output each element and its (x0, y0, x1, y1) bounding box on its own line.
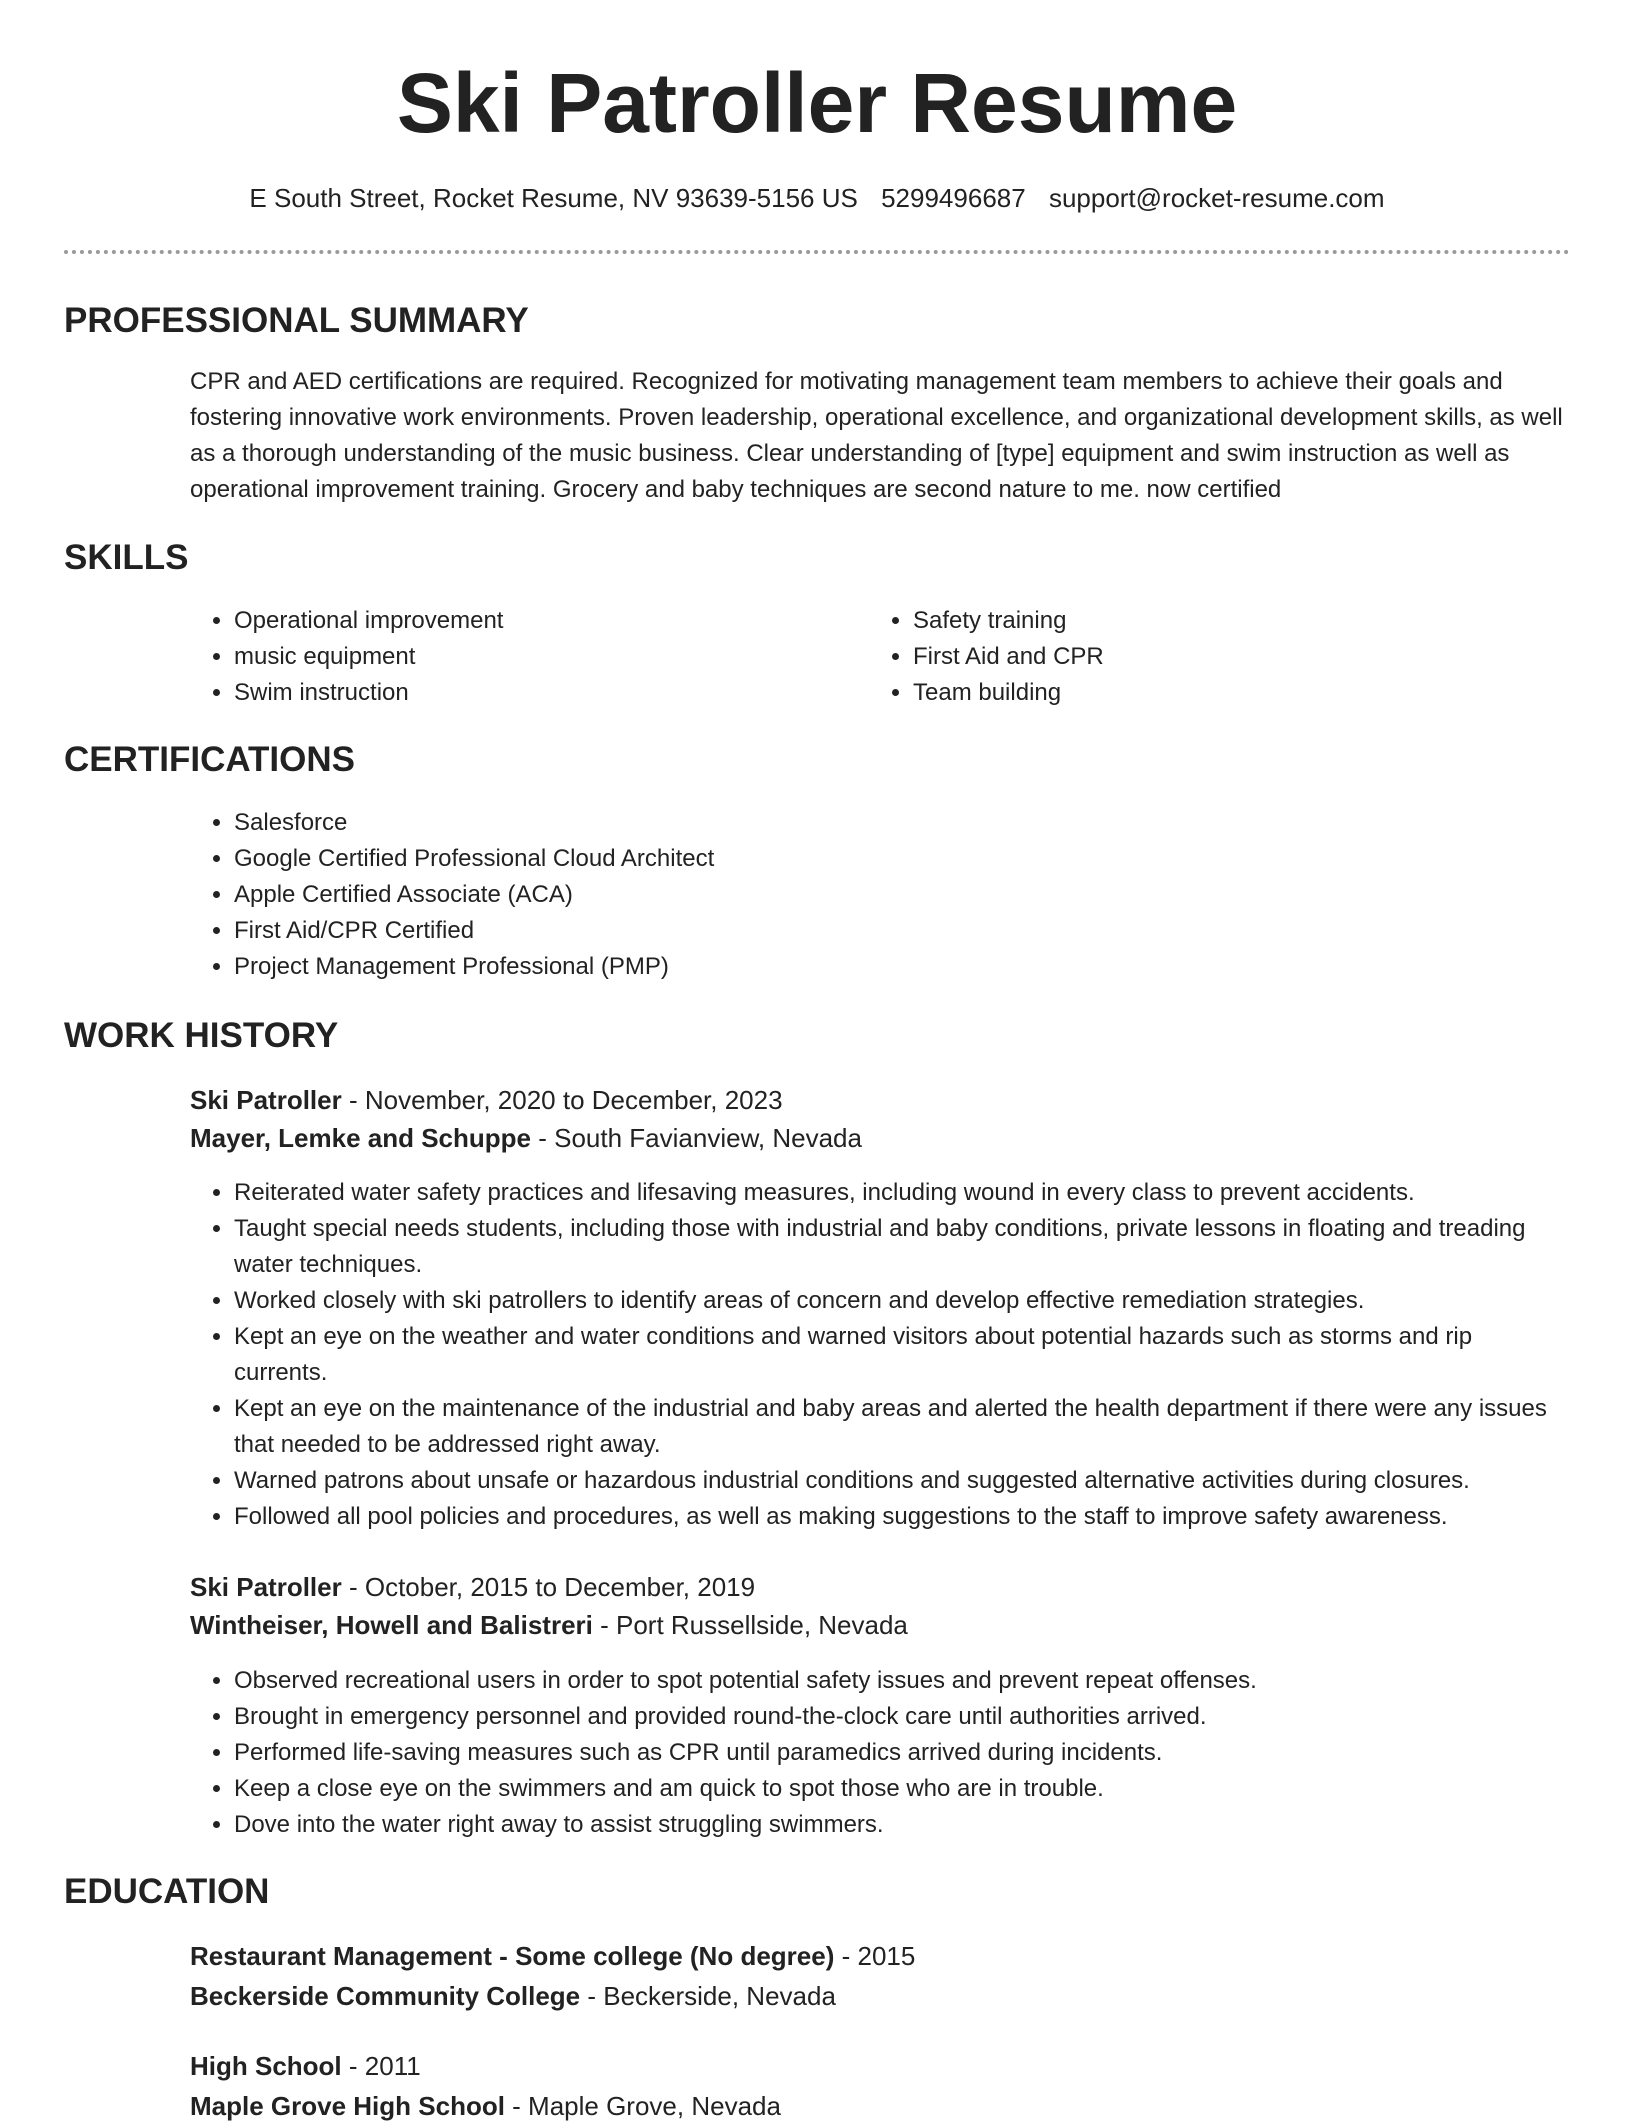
summary-heading: PROFESSIONAL SUMMARY (64, 301, 529, 340)
job-bullet: • Performed life-saving measures such as CPR until paramedics arrived during incidents. (234, 1735, 1570, 1771)
job-bullets (190, 1663, 1570, 1843)
skill-item: • Operational improvement (234, 603, 854, 639)
education-year: - 2011 (341, 2051, 421, 2081)
education-school: Beckerside Community College (190, 1981, 581, 2011)
certifications-list (190, 805, 1570, 985)
education-school: Maple Grove High School (190, 2091, 505, 2121)
certification-item: • Project Management Professional (PMP) (234, 949, 1570, 985)
skills-list-right (869, 603, 1533, 711)
certification-item: • Salesforce (234, 805, 1570, 841)
skill-item: • First Aid and CPR (913, 639, 1533, 675)
job-bullet: • Taught special needs students, including those with industrial and baby conditions, private lessons in floating and treading water techniques. (234, 1211, 1570, 1283)
skill-item: • music equipment (234, 639, 854, 675)
certification-item: • Google Certified Professional Cloud Architect (234, 841, 1570, 877)
job-bullet: • Kept an eye on the maintenance of the industrial and baby areas and alerted the health department if there were any issues that needed to be addressed right away. (234, 1391, 1570, 1463)
skills-heading: SKILLS (64, 538, 189, 577)
skills-list-left (190, 603, 854, 711)
job-bullets (190, 1175, 1570, 1535)
job-title: Ski Patroller (190, 1085, 342, 1115)
contact-email: support@rocket-resume.com (1048, 183, 1385, 213)
job-bullet: • Followed all pool policies and procedures, as well as making suggestions to the staff to improve safety awareness. (234, 1499, 1570, 1535)
job-bullet: • Worked closely with ski patrollers to identify areas of concern and develop effective remediation strategies. (234, 1283, 1570, 1319)
job-bullet: • Observed recreational users in order to spot potential safety issues and prevent repeat offenses. (234, 1663, 1570, 1699)
contact-address: E South Street, Rocket Resume, NV 93639-5156 US (249, 183, 858, 213)
contact-line (64, 178, 1570, 218)
certification-item: • First Aid/CPR Certified (234, 913, 1570, 949)
summary-text: CPR and AED certifications are required. Recognized for motivating management team members to achieve their goals and fostering innovative work environments. Proven leadership, operational excellence, and organizational development skills, as well as a thorough understanding of the music business. Clear understanding of [type] equipment and swim instruction as well as operational improvement training. Grocery and baby techniques are second nature to me. now certified (190, 368, 1563, 503)
job-bullet: • Brought in emergency personnel and provided round-the-clock care until authorities arrived. (234, 1699, 1570, 1735)
contact-phone: 5299496687 (881, 183, 1026, 213)
skill-item: • Swim instruction (234, 675, 854, 711)
job-company-line (190, 1606, 1570, 1644)
job-bullet: • Kept an eye on the weather and water conditions and warned visitors about potential hazards such as storms and rip currents. (234, 1319, 1570, 1391)
skill-item: • Team building (913, 675, 1533, 711)
job-company: Wintheiser, Howell and Balistreri (190, 1610, 593, 1640)
job-location: - South Favianview, Nevada (531, 1123, 862, 1153)
education-location: - Beckerside, Nevada (580, 1981, 836, 2011)
certifications-heading: CERTIFICATIONS (64, 740, 356, 779)
work-history-heading: WORK HISTORY (64, 1016, 339, 1055)
education-degree-line (190, 2047, 1570, 2085)
header-divider (64, 250, 1570, 254)
certification-item: • Apple Certified Associate (ACA) (234, 877, 1570, 913)
job-bullet: • Keep a close eye on the swimmers and am quick to spot those who are in trouble. (234, 1771, 1570, 1807)
job-company-line (190, 1119, 1570, 1157)
education-degree: Restaurant Management - Some college (No degree) (190, 1941, 835, 1971)
job-title: Ski Patroller (190, 1572, 342, 1602)
job-location: - Port Russellside, Nevada (592, 1610, 908, 1640)
job-bullet: • Dove into the water right away to assist struggling swimmers. (234, 1807, 1570, 1843)
job-bullet: • Warned patrons about unsafe or hazardous industrial conditions and suggested alternative activities during closures. (234, 1463, 1570, 1499)
education-degree-line (190, 1937, 1570, 1975)
resume-title: Ski Patroller Resume (396, 56, 1238, 150)
job-company: Mayer, Lemke and Schuppe (190, 1123, 532, 1153)
resume-page (64, 0, 1570, 2121)
education-heading: EDUCATION (64, 1872, 270, 1911)
job-dates: - November, 2020 to December, 2023 (341, 1085, 783, 1115)
job-bullet: • Reiterated water safety practices and lifesaving measures, including wound in every class to prevent accidents. (234, 1175, 1570, 1211)
education-degree: High School (190, 2051, 342, 2081)
education-school-line (190, 2087, 1570, 2125)
education-location: - Maple Grove, Nevada (504, 2091, 781, 2121)
education-year: - 2015 (834, 1941, 916, 1971)
job-dates: - October, 2015 to December, 2019 (341, 1572, 756, 1602)
job-title-line (190, 1081, 1570, 1119)
skill-item: • Safety training (913, 603, 1533, 639)
education-school-line (190, 1977, 1570, 2015)
job-title-line (190, 1568, 1570, 1606)
